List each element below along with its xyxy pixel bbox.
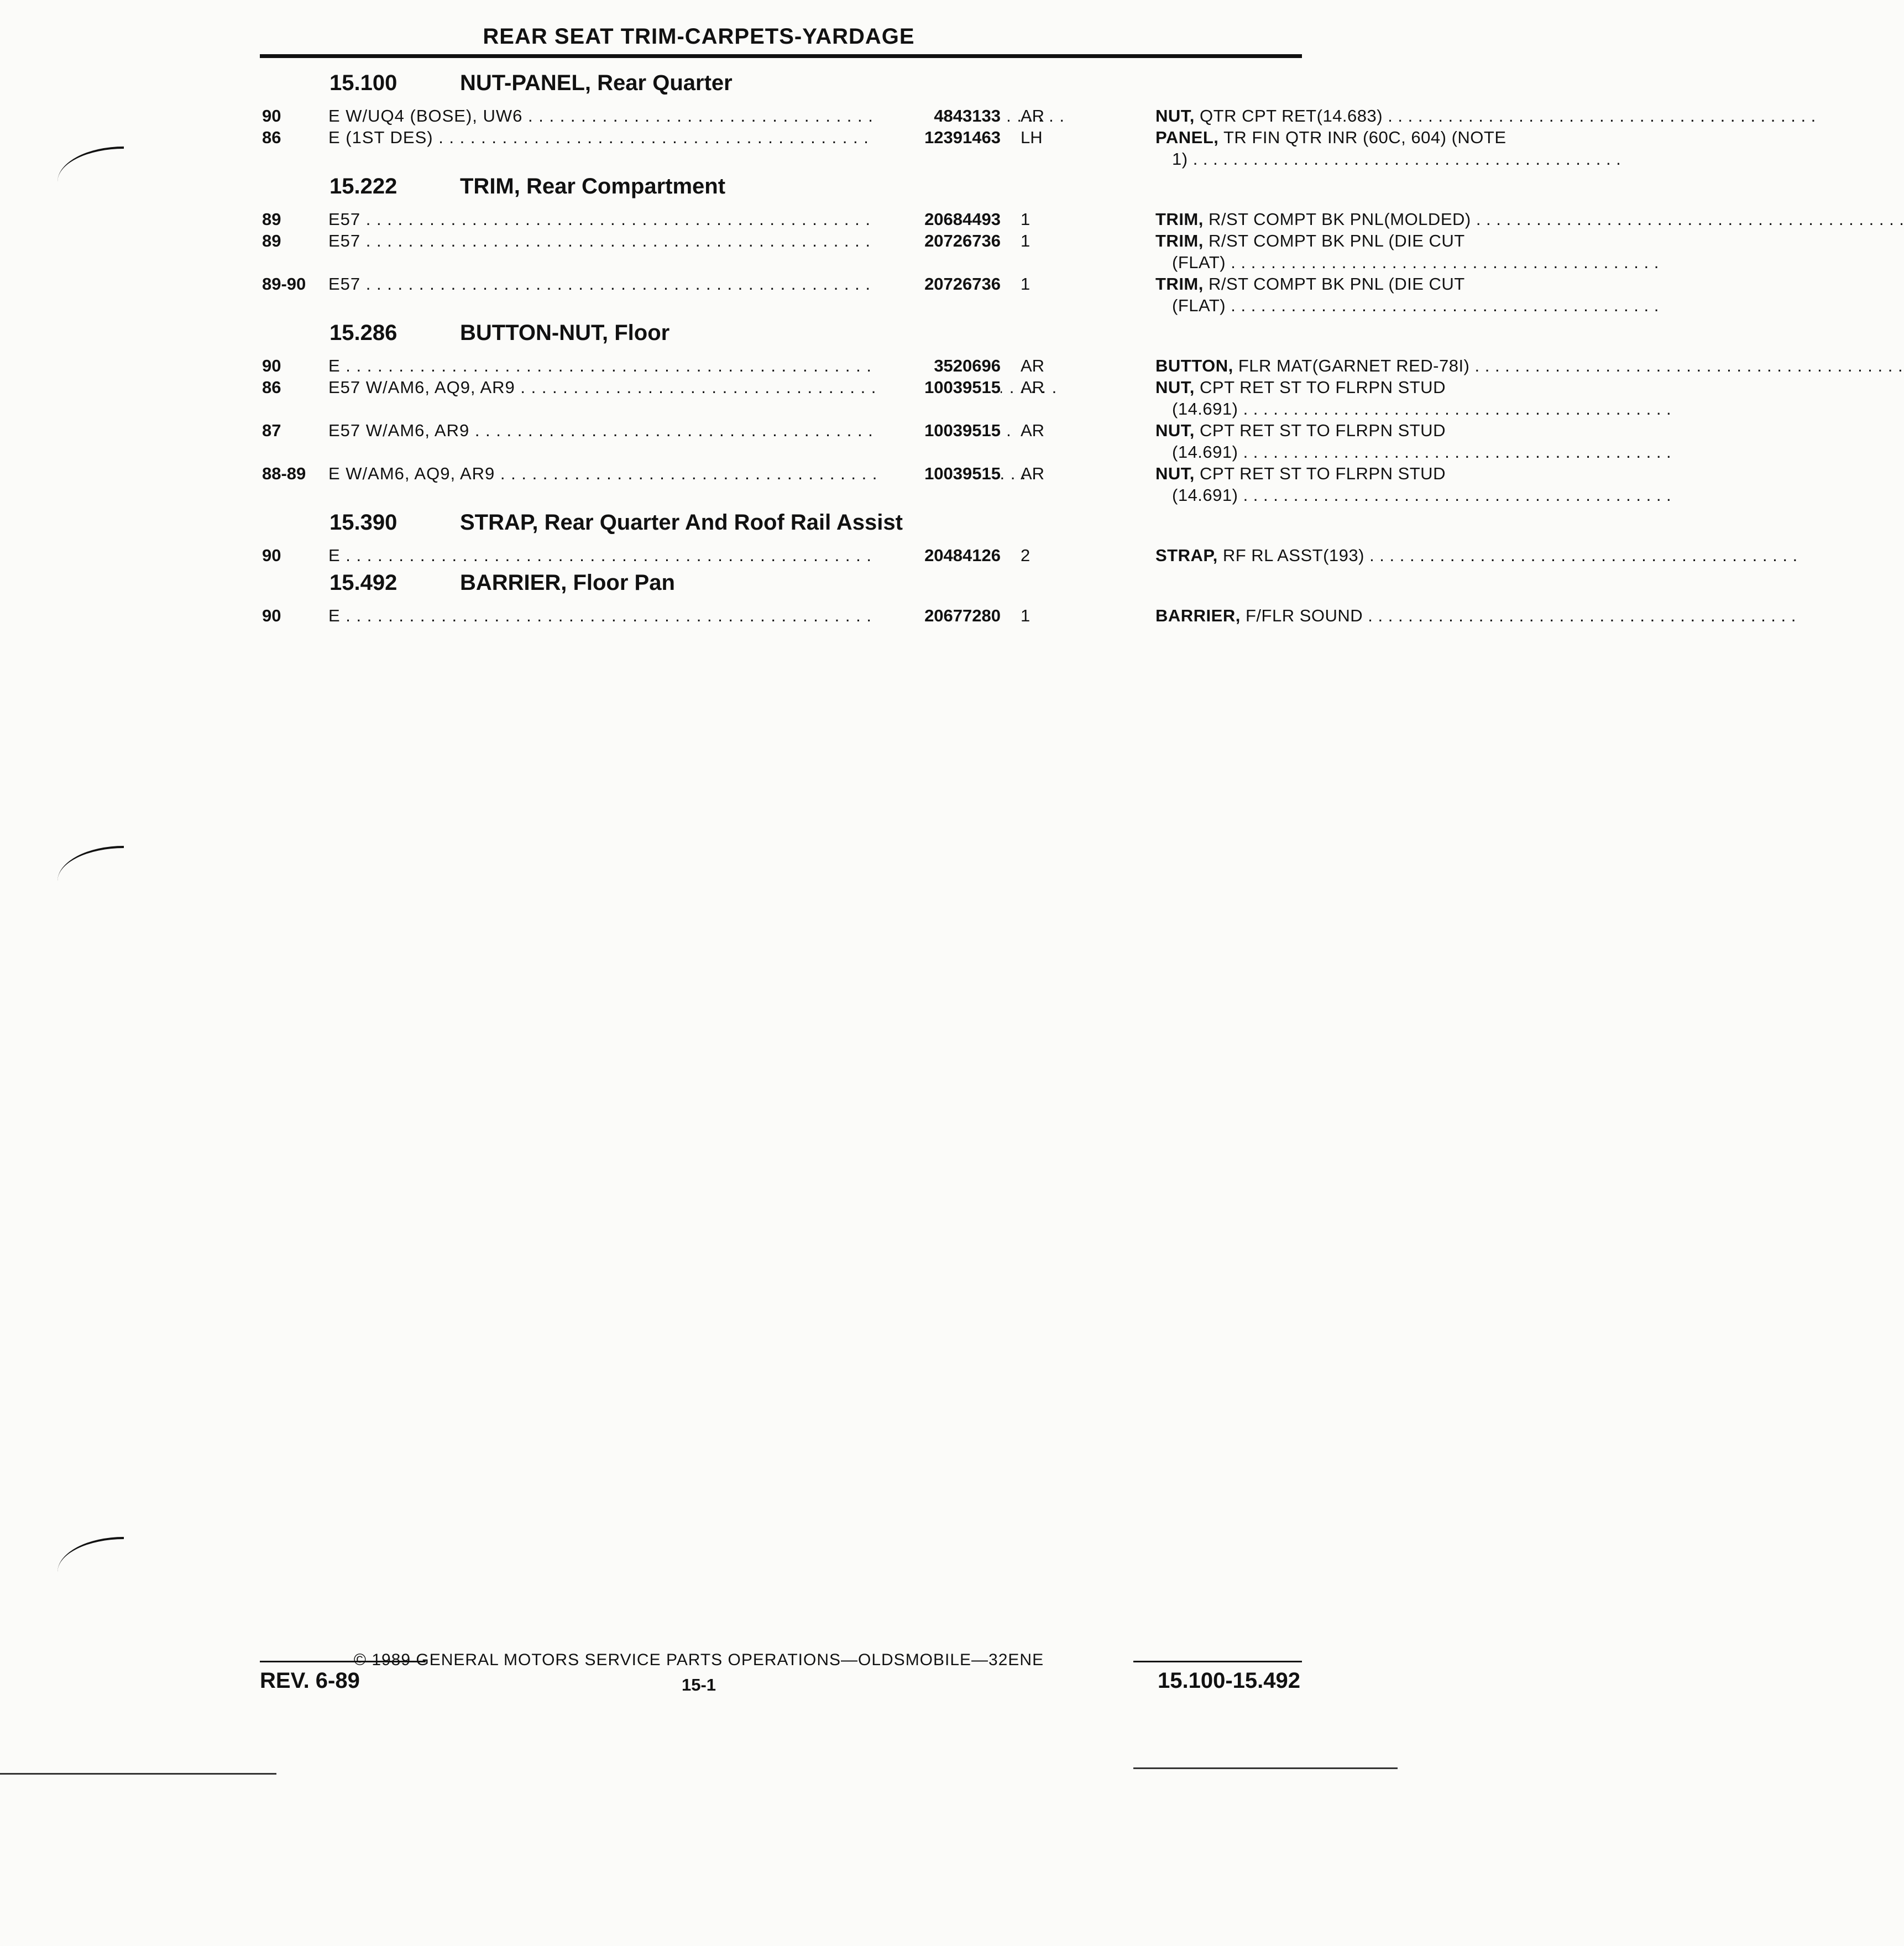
model-year: 89-90 [262, 274, 306, 294]
description-continuation: (14.691) . . . [1155, 441, 1552, 463]
description-text: R/ST COMPT BK PNL(MOLDED) [1209, 210, 1471, 229]
description-continuation: 1) . . . [1155, 148, 1552, 170]
description-continuation: (14.691) . . . [1155, 484, 1552, 506]
part-row [262, 355, 1470, 376]
model-year: 90 [262, 356, 281, 375]
usage-code: E57 W/AM6, AQ9, AR9 . . . [328, 376, 875, 398]
page-title: REAR SEAT TRIM-CARPETS-YARDAGE [483, 24, 915, 49]
quantity: 1 [1021, 210, 1031, 229]
part-row [262, 127, 1507, 170]
page-number: 15-1 [681, 1675, 716, 1694]
group-header [262, 316, 1303, 355]
usage-code: E57 . . . [328, 273, 875, 295]
group-name: BUTTON-NUT, Floor [460, 321, 670, 345]
description-text: CPT RET ST TO FLRPN STUD [1200, 464, 1446, 483]
group-number: 15.492 [329, 571, 397, 595]
description-text: F/FLR SOUND [1245, 606, 1363, 625]
quantity: AR [1021, 356, 1045, 375]
part-number: 12391463 [876, 127, 1001, 148]
part-number: 10039515 [876, 463, 1001, 484]
part-description [1155, 463, 1552, 506]
part-description [1155, 420, 1552, 463]
group-number: 15.222 [329, 174, 397, 198]
description-name: TRIM, [1155, 231, 1204, 250]
part-row [262, 605, 1363, 626]
part-number: 10039515 [876, 420, 1001, 441]
description-text: R/ST COMPT BK PNL (DIE CUT [1209, 231, 1465, 250]
part-row [262, 420, 1446, 463]
description-name: TRIM, [1155, 210, 1204, 229]
group-number: 15.100 [329, 71, 397, 95]
copyright-notice: © 1989 GENERAL MOTORS SERVICE PARTS OPERATIONS—OLDSMOBILE—32ENE [353, 1651, 1044, 1669]
usage-code: E57 W/AM6, AR9 . . . [328, 420, 875, 441]
usage-code: E57 . . . [328, 230, 875, 252]
quantity: LH [1021, 128, 1043, 147]
usage-code: E W/UQ4 (BOSE), UW6 . . . [328, 105, 875, 127]
description-continuation: (FLAT) . . . [1155, 295, 1552, 316]
usage-code: E W/AM6, AQ9, AR9 . . . [328, 463, 875, 484]
quantity: 1 [1021, 231, 1031, 250]
group-range: 15.100-15.492 [1157, 1668, 1300, 1693]
model-year: 90 [262, 606, 281, 625]
quantity: 1 [1021, 606, 1031, 625]
group-number: 15.390 [329, 510, 397, 535]
model-year: 88-89 [262, 464, 306, 483]
description-name: NUT, [1155, 421, 1195, 440]
group-number: 15.286 [329, 321, 397, 345]
title-rule [260, 54, 1302, 58]
group-header [262, 506, 1303, 545]
quantity: AR [1021, 378, 1045, 397]
group-name: TRIM, Rear Compartment [460, 174, 726, 198]
description-name: NUT, [1155, 464, 1195, 483]
part-number: 10039515 [876, 376, 1001, 398]
description-continuation: (FLAT) . . . [1155, 252, 1552, 273]
quantity: AR [1021, 106, 1045, 125]
part-description [1155, 545, 1552, 566]
binder-hole-mark-bottom [57, 1537, 124, 1572]
description-name: STRAP, [1155, 546, 1218, 565]
description-continuation: (14.691) . . . [1155, 398, 1552, 420]
model-year: 87 [262, 421, 281, 440]
usage-code: E . . . [328, 605, 875, 626]
part-description [1155, 605, 1552, 626]
quantity: 1 [1021, 274, 1031, 294]
part-number: 4843133 [876, 105, 1001, 127]
description-name: BUTTON, [1155, 356, 1233, 375]
model-year: 86 [262, 378, 281, 397]
part-description [1155, 273, 1552, 316]
scan-edge-line-left [0, 1773, 276, 1775]
part-number: 20484126 [876, 545, 1001, 566]
part-description [1155, 230, 1552, 273]
model-year: 90 [262, 546, 281, 565]
usage-code: E . . . [328, 355, 875, 376]
part-row [262, 545, 1364, 566]
part-row [262, 208, 1471, 230]
scan-edge-line-right [1133, 1767, 1398, 1769]
group-name: STRAP, Rear Quarter And Roof Rail Assist [460, 510, 903, 535]
part-description [1155, 208, 1552, 230]
part-description [1155, 355, 1552, 376]
description-name: BARRIER, [1155, 606, 1241, 625]
parts-list [262, 66, 1507, 626]
description-name: NUT, [1155, 378, 1195, 397]
group-header [262, 66, 1303, 105]
binder-hole-mark-middle [57, 846, 124, 881]
group-name: NUT-PANEL, Rear Quarter [460, 71, 733, 95]
revision-label: REV. 6-89 [260, 1668, 360, 1693]
quantity: AR [1021, 421, 1045, 440]
group-header [262, 170, 1303, 208]
part-row [262, 273, 1465, 316]
description-name: NUT, [1155, 106, 1195, 125]
quantity: 2 [1021, 546, 1031, 565]
usage-code: E . . . [328, 545, 875, 566]
part-row [262, 463, 1446, 506]
model-year: 89 [262, 231, 281, 250]
part-number: 20684493 [876, 208, 1001, 230]
part-number: 3520696 [876, 355, 1001, 376]
part-description [1155, 376, 1552, 420]
description-text: TR FIN QTR INR (60C, 604) (NOTE [1223, 128, 1507, 147]
part-number: 20677280 [876, 605, 1001, 626]
description-text: RF RL ASST(193) [1222, 546, 1364, 565]
description-text: R/ST COMPT BK PNL (DIE CUT [1209, 274, 1465, 294]
usage-code: E57 . . . [328, 208, 875, 230]
quantity: AR [1021, 464, 1045, 483]
part-row [262, 230, 1465, 273]
model-year: 86 [262, 128, 281, 147]
description-name: TRIM, [1155, 274, 1204, 294]
usage-code: E (1ST DES) . . . [328, 127, 875, 148]
part-description [1155, 105, 1552, 127]
part-row [262, 376, 1446, 420]
description-text: CPT RET ST TO FLRPN STUD [1200, 378, 1446, 397]
part-row [262, 105, 1383, 127]
part-description [1155, 127, 1552, 170]
description-text: QTR CPT RET(14.683) [1200, 106, 1383, 125]
binder-hole-mark-top [57, 147, 124, 182]
description-text: CPT RET ST TO FLRPN STUD [1200, 421, 1446, 440]
description-name: PANEL, [1155, 128, 1219, 147]
part-number: 20726736 [876, 230, 1001, 252]
model-year: 89 [262, 210, 281, 229]
model-year: 90 [262, 106, 281, 125]
description-text: FLR MAT(GARNET RED-78I) [1238, 356, 1470, 375]
group-header [262, 566, 1303, 605]
group-name: BARRIER, Floor Pan [460, 571, 675, 595]
part-number: 20726736 [876, 273, 1001, 295]
